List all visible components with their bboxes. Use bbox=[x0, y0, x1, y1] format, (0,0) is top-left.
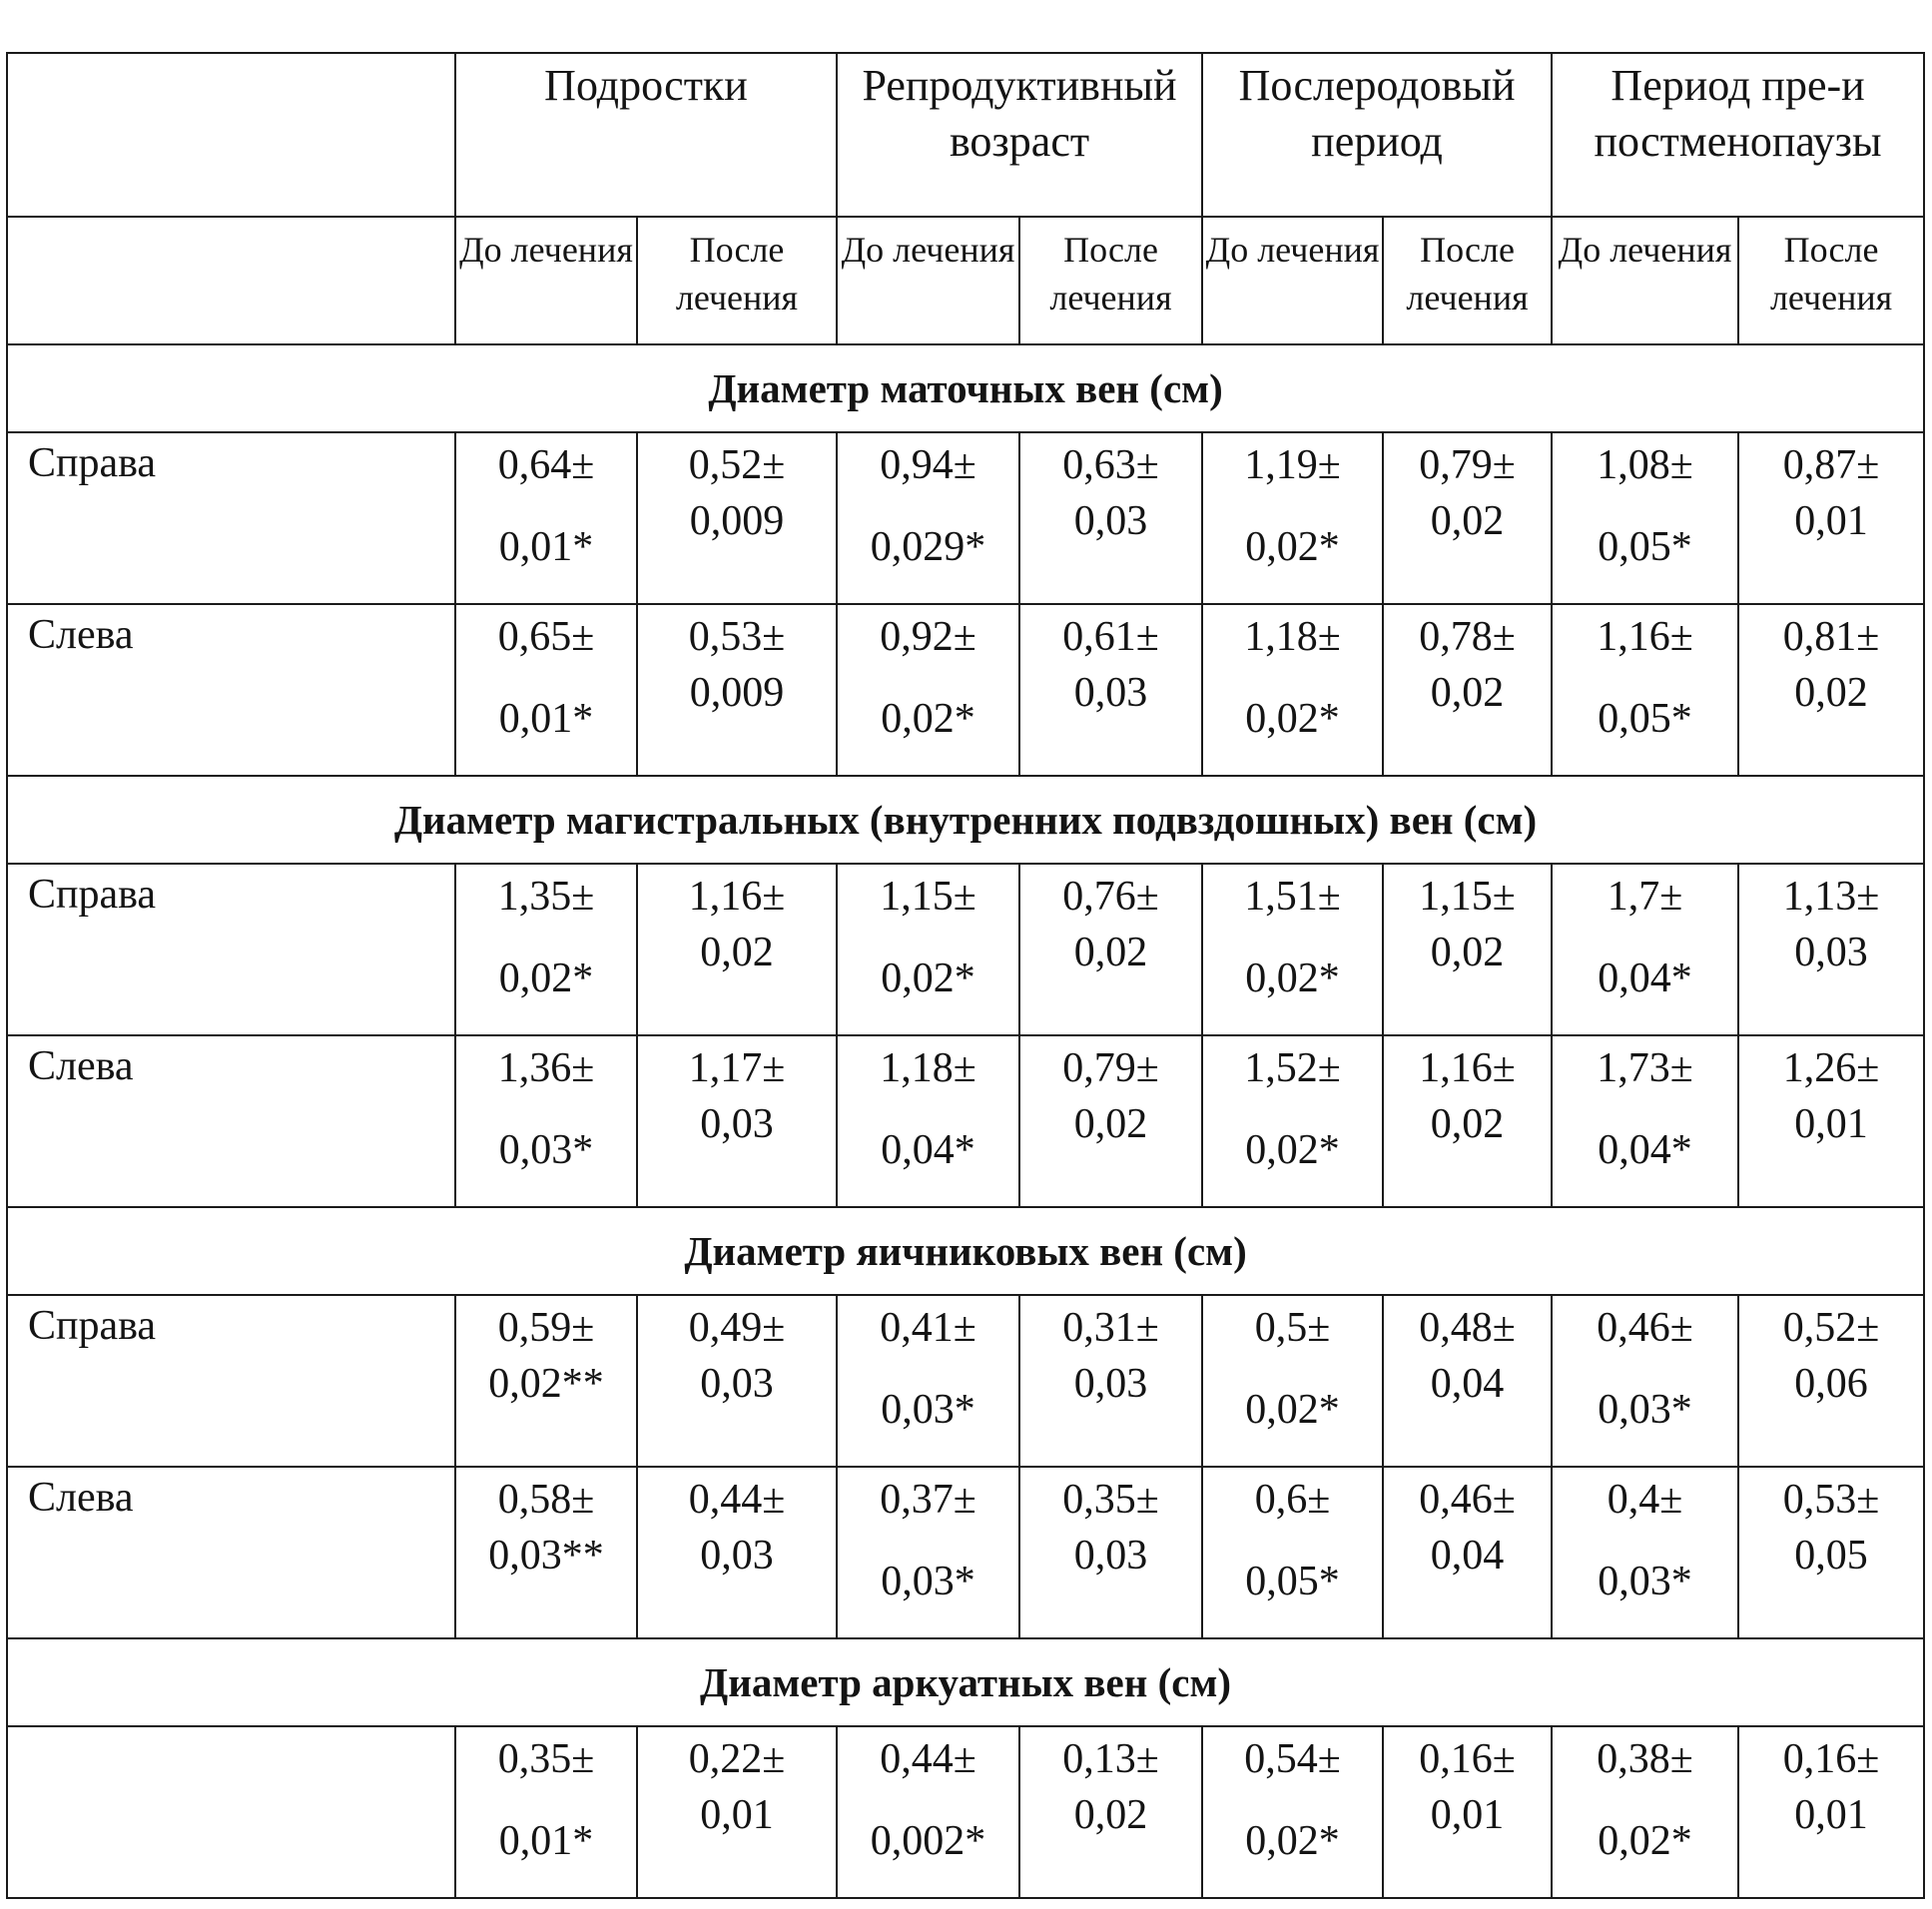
error-value: 0,03 bbox=[1794, 930, 1868, 975]
mean-value: 1,26± bbox=[1782, 1045, 1880, 1091]
mean-value: 0,16± bbox=[1782, 1736, 1880, 1782]
mean-value: 1,16± bbox=[1419, 1045, 1516, 1091]
error-value: 0,03 bbox=[1073, 1361, 1148, 1407]
value-cell bbox=[1552, 864, 1738, 1035]
error-value: 0,01* bbox=[498, 524, 594, 570]
data-table bbox=[6, 52, 1925, 1899]
error-value: 0,02 bbox=[1073, 1792, 1148, 1838]
value-cell bbox=[1202, 432, 1383, 604]
error-value: 0,009 bbox=[689, 498, 785, 544]
value-cell bbox=[455, 864, 637, 1035]
value-cell bbox=[1202, 604, 1383, 776]
value-cell bbox=[1383, 1467, 1552, 1638]
error-value: 0,01 bbox=[1794, 498, 1868, 544]
error-value: 0,03 bbox=[700, 1101, 774, 1147]
row-label bbox=[7, 1726, 455, 1898]
value-cell bbox=[637, 1035, 837, 1207]
mean-value: 1,19± bbox=[1244, 442, 1341, 488]
error-value: 0,05* bbox=[1598, 524, 1692, 570]
value-cell bbox=[1202, 1726, 1383, 1898]
row-label: Справа bbox=[7, 1295, 455, 1467]
header-group-reproductive: Репродуктивный возраст bbox=[837, 53, 1202, 217]
header-sub-after: После лечения bbox=[1019, 217, 1202, 344]
error-value: 0,03* bbox=[881, 1559, 975, 1604]
value-cell bbox=[637, 864, 837, 1035]
value-cell bbox=[837, 1035, 1019, 1207]
header-corner-cell-2 bbox=[7, 217, 455, 344]
error-value: 0,02 bbox=[1073, 1101, 1148, 1147]
mean-value: 0,22± bbox=[688, 1736, 786, 1782]
value-cell bbox=[455, 1726, 637, 1898]
section-title: Диаметр магистральных (внутренних подвздошных) вен (см) bbox=[7, 776, 1924, 864]
section-title: Диаметр аркуатных вен (см) bbox=[7, 1638, 1924, 1726]
value-cell bbox=[637, 1467, 837, 1638]
table-row bbox=[7, 1467, 1924, 1638]
error-value: 0,02* bbox=[1245, 1818, 1340, 1864]
error-value: 0,02 bbox=[1430, 930, 1505, 975]
value-cell bbox=[1552, 1467, 1738, 1638]
value-cell bbox=[837, 864, 1019, 1035]
table-row bbox=[7, 864, 1924, 1035]
value-cell bbox=[1383, 604, 1552, 776]
error-value: 0,05* bbox=[1598, 696, 1692, 742]
error-value: 0,03 bbox=[1073, 670, 1148, 716]
section-header-row bbox=[7, 344, 1924, 432]
value-cell bbox=[1738, 1035, 1924, 1207]
mean-value: 0,63± bbox=[1062, 442, 1159, 488]
value-cell bbox=[1738, 432, 1924, 604]
mean-value: 0,31± bbox=[1062, 1305, 1159, 1351]
mean-value: 0,37± bbox=[880, 1477, 976, 1523]
row-label: Слева bbox=[7, 1467, 455, 1638]
error-value: 0,04* bbox=[1598, 955, 1692, 1001]
error-value: 0,04* bbox=[1598, 1127, 1692, 1173]
mean-value: 0,61± bbox=[1062, 614, 1159, 660]
mean-value: 0,44± bbox=[688, 1477, 786, 1523]
section-header-row bbox=[7, 1207, 1924, 1295]
mean-value: 0,6± bbox=[1254, 1477, 1331, 1523]
mean-value: 0,38± bbox=[1597, 1736, 1693, 1782]
mean-value: 0,92± bbox=[880, 614, 976, 660]
value-cell bbox=[837, 604, 1019, 776]
error-value: 0,02** bbox=[488, 1361, 604, 1407]
value-cell bbox=[1202, 1295, 1383, 1467]
header-sub-after: После лечения bbox=[637, 217, 837, 344]
error-value: 0,03 bbox=[700, 1533, 774, 1579]
error-value: 0,05* bbox=[1245, 1559, 1340, 1604]
value-cell bbox=[1019, 432, 1202, 604]
header-sub-after: После лечения bbox=[1738, 217, 1924, 344]
error-value: 0,03* bbox=[498, 1127, 594, 1173]
section-title: Диаметр яичниковых вен (см) bbox=[7, 1207, 1924, 1295]
value-cell bbox=[1383, 1035, 1552, 1207]
error-value: 0,04* bbox=[881, 1127, 975, 1173]
value-cell bbox=[837, 1295, 1019, 1467]
error-value: 0,02* bbox=[1598, 1818, 1692, 1864]
section-title: Диаметр маточных вен (см) bbox=[7, 344, 1924, 432]
error-value: 0,029* bbox=[870, 524, 986, 570]
mean-value: 0,35± bbox=[1062, 1477, 1159, 1523]
mean-value: 0,52± bbox=[688, 442, 786, 488]
value-cell bbox=[1552, 1295, 1738, 1467]
mean-value: 0,41± bbox=[880, 1305, 976, 1351]
error-value: 0,02* bbox=[881, 955, 975, 1001]
error-value: 0,04 bbox=[1430, 1533, 1505, 1579]
mean-value: 0,54± bbox=[1244, 1736, 1341, 1782]
value-cell bbox=[455, 1035, 637, 1207]
value-cell bbox=[455, 604, 637, 776]
value-cell bbox=[1019, 1726, 1202, 1898]
header-sub-before: До лечения bbox=[455, 217, 637, 344]
mean-value: 0,49± bbox=[688, 1305, 786, 1351]
table-row bbox=[7, 1035, 1924, 1207]
error-value: 0,02* bbox=[1245, 1387, 1340, 1433]
mean-value: 0,16± bbox=[1419, 1736, 1516, 1782]
error-value: 0,02* bbox=[1245, 524, 1340, 570]
error-value: 0,04 bbox=[1430, 1361, 1505, 1407]
error-value: 0,02* bbox=[498, 955, 594, 1001]
value-cell bbox=[1738, 1726, 1924, 1898]
header-sub-after: После лечения bbox=[1383, 217, 1552, 344]
mean-value: 1,36± bbox=[497, 1045, 595, 1091]
section-header-row bbox=[7, 776, 1924, 864]
mean-value: 1,15± bbox=[880, 874, 976, 920]
mean-value: 0,35± bbox=[497, 1736, 595, 1782]
mean-value: 1,7± bbox=[1607, 874, 1683, 920]
error-value: 0,03* bbox=[1598, 1387, 1692, 1433]
mean-value: 1,18± bbox=[880, 1045, 976, 1091]
row-label: Справа bbox=[7, 864, 455, 1035]
value-cell bbox=[1738, 864, 1924, 1035]
mean-value: 0,81± bbox=[1782, 614, 1880, 660]
table-row bbox=[7, 1295, 1924, 1467]
header-sub-before: До лечения bbox=[1552, 217, 1738, 344]
mean-value: 0,13± bbox=[1062, 1736, 1159, 1782]
mean-value: 0,44± bbox=[880, 1736, 976, 1782]
mean-value: 0,79± bbox=[1419, 442, 1516, 488]
error-value: 0,01* bbox=[498, 696, 594, 742]
mean-value: 0,65± bbox=[497, 614, 595, 660]
mean-value: 0,53± bbox=[688, 614, 786, 660]
mean-value: 0,52± bbox=[1782, 1305, 1880, 1351]
value-cell bbox=[1202, 864, 1383, 1035]
mean-value: 0,87± bbox=[1782, 442, 1880, 488]
error-value: 0,02 bbox=[1430, 670, 1505, 716]
error-value: 0,01 bbox=[700, 1792, 774, 1838]
error-value: 0,02* bbox=[1245, 696, 1340, 742]
mean-value: 1,16± bbox=[1597, 614, 1693, 660]
mean-value: 1,18± bbox=[1244, 614, 1341, 660]
mean-value: 0,48± bbox=[1419, 1305, 1516, 1351]
header-sub-row bbox=[7, 217, 1924, 344]
error-value: 0,009 bbox=[689, 670, 785, 716]
value-cell bbox=[1552, 604, 1738, 776]
mean-value: 1,73± bbox=[1597, 1045, 1693, 1091]
error-value: 0,03** bbox=[488, 1533, 604, 1579]
header-sub-before: До лечения bbox=[1202, 217, 1383, 344]
mean-value: 0,46± bbox=[1419, 1477, 1516, 1523]
error-value: 0,02* bbox=[1245, 955, 1340, 1001]
value-cell bbox=[455, 1467, 637, 1638]
mean-value: 1,16± bbox=[688, 874, 786, 920]
mean-value: 0,76± bbox=[1062, 874, 1159, 920]
table-row bbox=[7, 432, 1924, 604]
value-cell bbox=[837, 432, 1019, 604]
error-value: 0,03 bbox=[700, 1361, 774, 1407]
mean-value: 0,94± bbox=[880, 442, 976, 488]
error-value: 0,01 bbox=[1794, 1101, 1868, 1147]
mean-value: 1,08± bbox=[1597, 442, 1693, 488]
mean-value: 1,15± bbox=[1419, 874, 1516, 920]
error-value: 0,03* bbox=[1598, 1559, 1692, 1604]
mean-value: 0,64± bbox=[497, 442, 595, 488]
mean-value: 0,79± bbox=[1062, 1045, 1159, 1091]
value-cell bbox=[1383, 864, 1552, 1035]
mean-value: 0,53± bbox=[1782, 1477, 1880, 1523]
value-cell bbox=[1019, 604, 1202, 776]
error-value: 0,02 bbox=[1794, 670, 1868, 716]
error-value: 0,01 bbox=[1430, 1792, 1505, 1838]
error-value: 0,02 bbox=[1073, 930, 1148, 975]
error-value: 0,002* bbox=[870, 1818, 986, 1864]
mean-value: 1,17± bbox=[688, 1045, 786, 1091]
header-group-menopause: Период пре-и постменопаузы bbox=[1552, 53, 1924, 217]
error-value: 0,03 bbox=[1073, 1533, 1148, 1579]
value-cell bbox=[1019, 1295, 1202, 1467]
error-value: 0,02 bbox=[1430, 1101, 1505, 1147]
error-value: 0,02 bbox=[700, 930, 774, 975]
row-label: Слева bbox=[7, 604, 455, 776]
value-cell bbox=[637, 1295, 837, 1467]
value-cell bbox=[1019, 1035, 1202, 1207]
table-row bbox=[7, 1726, 1924, 1898]
section-header-row bbox=[7, 1638, 1924, 1726]
header-group-postpartum: Послеродовый период bbox=[1202, 53, 1552, 217]
value-cell bbox=[1383, 1295, 1552, 1467]
error-value: 0,03* bbox=[881, 1387, 975, 1433]
value-cell bbox=[637, 604, 837, 776]
mean-value: 0,46± bbox=[1597, 1305, 1693, 1351]
error-value: 0,02 bbox=[1430, 498, 1505, 544]
header-corner-cell bbox=[7, 53, 455, 217]
error-value: 0,05 bbox=[1794, 1533, 1868, 1579]
value-cell bbox=[1738, 604, 1924, 776]
row-label: Справа bbox=[7, 432, 455, 604]
mean-value: 1,35± bbox=[497, 874, 595, 920]
header-group-adolescents: Подростки bbox=[455, 53, 837, 217]
row-label: Слева bbox=[7, 1035, 455, 1207]
mean-value: 1,13± bbox=[1782, 874, 1880, 920]
value-cell bbox=[637, 432, 837, 604]
mean-value: 0,58± bbox=[497, 1477, 595, 1523]
value-cell bbox=[1738, 1467, 1924, 1638]
mean-value: 1,52± bbox=[1244, 1045, 1341, 1091]
value-cell bbox=[1383, 432, 1552, 604]
mean-value: 0,59± bbox=[497, 1305, 595, 1351]
value-cell bbox=[1202, 1035, 1383, 1207]
value-cell bbox=[637, 1726, 837, 1898]
value-cell bbox=[1019, 864, 1202, 1035]
value-cell bbox=[1552, 1035, 1738, 1207]
value-cell bbox=[1738, 1295, 1924, 1467]
header-sub-before: До лечения bbox=[837, 217, 1019, 344]
error-value: 0,03 bbox=[1073, 498, 1148, 544]
value-cell bbox=[455, 432, 637, 604]
mean-value: 1,51± bbox=[1244, 874, 1341, 920]
error-value: 0,01 bbox=[1794, 1792, 1868, 1838]
value-cell bbox=[837, 1467, 1019, 1638]
value-cell bbox=[455, 1295, 637, 1467]
table-row bbox=[7, 604, 1924, 776]
error-value: 0,06 bbox=[1794, 1361, 1868, 1407]
header-group-row bbox=[7, 53, 1924, 217]
error-value: 0,02* bbox=[881, 696, 975, 742]
mean-value: 0,4± bbox=[1607, 1477, 1683, 1523]
error-value: 0,01* bbox=[498, 1818, 594, 1864]
value-cell bbox=[1552, 432, 1738, 604]
value-cell bbox=[1552, 1726, 1738, 1898]
error-value: 0,02* bbox=[1245, 1127, 1340, 1173]
value-cell bbox=[837, 1726, 1019, 1898]
mean-value: 0,78± bbox=[1419, 614, 1516, 660]
value-cell bbox=[1019, 1467, 1202, 1638]
value-cell bbox=[1383, 1726, 1552, 1898]
value-cell bbox=[1202, 1467, 1383, 1638]
mean-value: 0,5± bbox=[1254, 1305, 1331, 1351]
